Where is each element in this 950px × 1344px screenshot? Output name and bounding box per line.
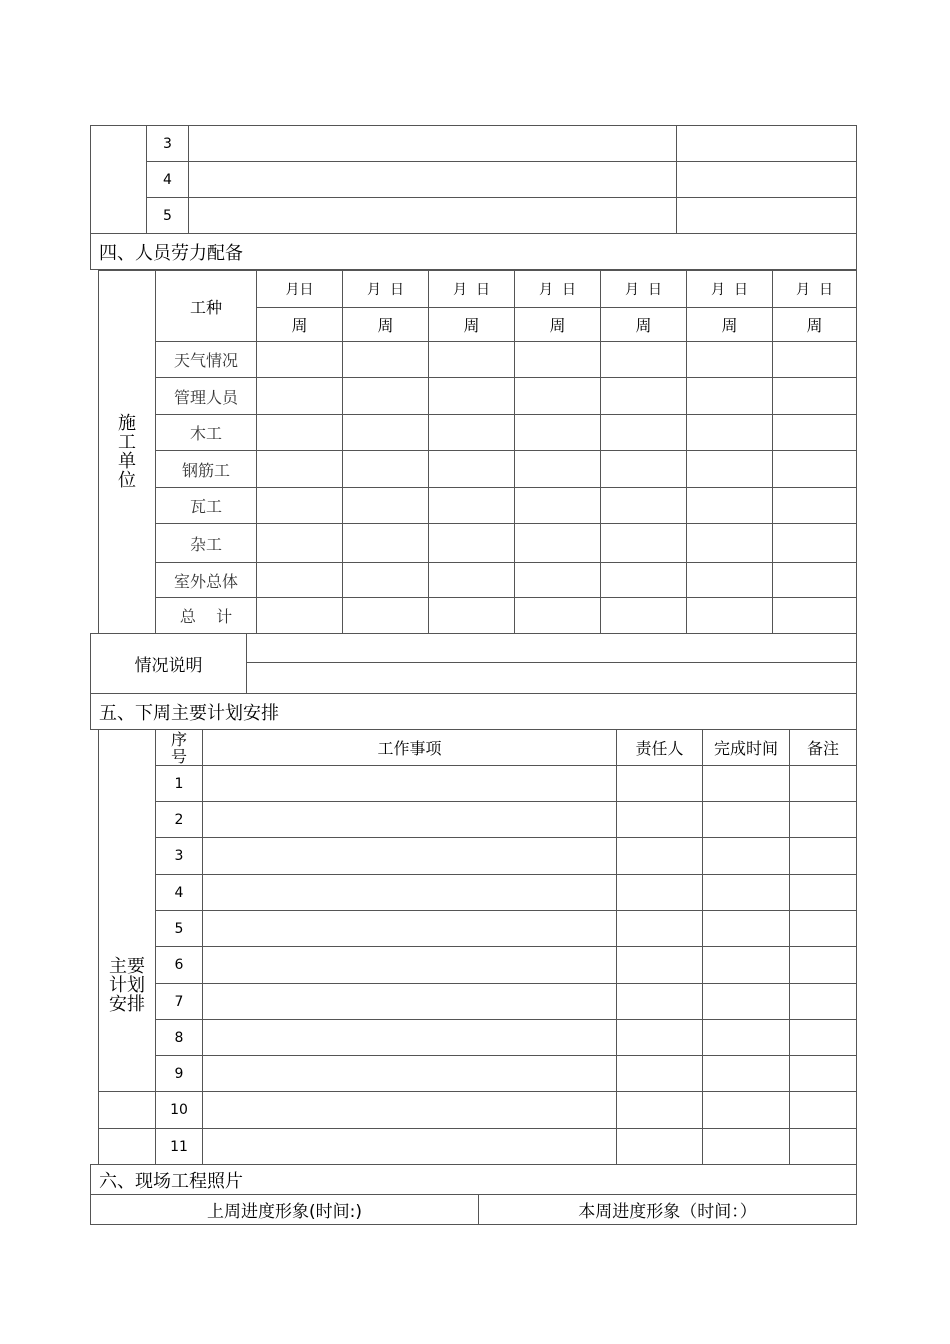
plan-task-cell[interactable] bbox=[203, 802, 617, 838]
cell[interactable] bbox=[257, 378, 343, 415]
week-header: 周 bbox=[601, 308, 687, 342]
cell[interactable] bbox=[601, 378, 687, 415]
cell[interactable] bbox=[773, 598, 857, 634]
work-type-header: 工种 bbox=[156, 271, 257, 342]
cell[interactable] bbox=[429, 451, 515, 488]
plan-row-number: 11 bbox=[156, 1129, 203, 1165]
cell[interactable] bbox=[257, 563, 343, 598]
row-label-rebar: 钢筋工 bbox=[156, 451, 257, 488]
plan-owner-cell[interactable] bbox=[617, 947, 703, 984]
date-header: 月日 bbox=[257, 271, 343, 308]
plan-row-number: 2 bbox=[156, 802, 203, 838]
plan-task-cell[interactable] bbox=[203, 1020, 617, 1056]
plan-remark-cell[interactable] bbox=[790, 838, 857, 875]
plan-remark-cell[interactable] bbox=[790, 766, 857, 802]
plan-side-blank bbox=[99, 1092, 156, 1129]
plan-task-cell[interactable] bbox=[203, 1056, 617, 1092]
cell[interactable] bbox=[515, 563, 601, 598]
row-label-total: 总 计 bbox=[156, 598, 257, 634]
cell[interactable] bbox=[773, 378, 857, 415]
plan-owner-cell[interactable] bbox=[617, 802, 703, 838]
cell[interactable] bbox=[515, 378, 601, 415]
unit-label-char: 施 bbox=[118, 413, 136, 434]
cell[interactable] bbox=[515, 598, 601, 634]
cell[interactable] bbox=[687, 415, 773, 451]
cell[interactable] bbox=[343, 598, 429, 634]
plan-remark-cell[interactable] bbox=[790, 1020, 857, 1056]
top-row-content[interactable] bbox=[189, 198, 677, 234]
plan-remark-cell[interactable] bbox=[790, 1092, 857, 1129]
date-header: 月 日 bbox=[343, 271, 429, 308]
cell[interactable] bbox=[257, 415, 343, 451]
plan-task-cell[interactable] bbox=[203, 766, 617, 802]
week-header: 周 bbox=[515, 308, 601, 342]
date-header: 月 日 bbox=[515, 271, 601, 308]
cell[interactable] bbox=[429, 342, 515, 378]
cell[interactable] bbox=[687, 563, 773, 598]
plan-task-cell[interactable] bbox=[203, 911, 617, 947]
task-header: 工作事项 bbox=[203, 730, 617, 766]
plan-owner-cell[interactable] bbox=[617, 911, 703, 947]
top-row-number: 3 bbox=[147, 126, 189, 162]
plan-deadline-cell[interactable] bbox=[703, 838, 790, 875]
plan-deadline-cell[interactable] bbox=[703, 766, 790, 802]
plan-label-line: 主要 bbox=[109, 956, 145, 977]
plan-task-cell[interactable] bbox=[203, 838, 617, 875]
cell[interactable] bbox=[601, 451, 687, 488]
cell[interactable] bbox=[687, 598, 773, 634]
plan-row-number: 5 bbox=[156, 911, 203, 947]
top-row-content[interactable] bbox=[189, 126, 677, 162]
top-row-number: 4 bbox=[147, 162, 189, 198]
manpower-table bbox=[98, 270, 857, 634]
cell[interactable] bbox=[429, 378, 515, 415]
plan-label-line: 计划 bbox=[109, 975, 145, 996]
cell[interactable] bbox=[687, 524, 773, 563]
cell[interactable] bbox=[429, 598, 515, 634]
cell[interactable] bbox=[515, 342, 601, 378]
week-header: 周 bbox=[773, 308, 857, 342]
plan-deadline-cell[interactable] bbox=[703, 947, 790, 984]
cell[interactable] bbox=[343, 451, 429, 488]
cell[interactable] bbox=[515, 488, 601, 524]
date-header: 月 日 bbox=[773, 271, 857, 308]
cell[interactable] bbox=[773, 451, 857, 488]
unit-label-char: 单 bbox=[118, 451, 136, 472]
row-label-managers: 管理人员 bbox=[156, 378, 257, 415]
cell[interactable] bbox=[601, 524, 687, 563]
section5-title: 五、下周主要计划安排 bbox=[91, 694, 857, 730]
plan-owner-cell[interactable] bbox=[617, 1020, 703, 1056]
plan-remark-cell[interactable] bbox=[790, 1056, 857, 1092]
construction-unit-label bbox=[99, 271, 156, 634]
cell[interactable] bbox=[429, 488, 515, 524]
last-week-progress-label: 上周进度形象(时间:) bbox=[91, 1195, 479, 1225]
row-label-exterior: 室外总体 bbox=[156, 563, 257, 598]
cell[interactable] bbox=[257, 598, 343, 634]
week-header: 周 bbox=[343, 308, 429, 342]
plan-deadline-cell[interactable] bbox=[703, 875, 790, 911]
plan-row-number: 6 bbox=[156, 947, 203, 984]
plan-deadline-cell[interactable] bbox=[703, 802, 790, 838]
cell[interactable] bbox=[515, 415, 601, 451]
plan-row-number: 8 bbox=[156, 1020, 203, 1056]
cell[interactable] bbox=[429, 524, 515, 563]
cell[interactable] bbox=[687, 488, 773, 524]
plan-remark-cell[interactable] bbox=[790, 875, 857, 911]
cell[interactable] bbox=[343, 488, 429, 524]
plan-table bbox=[98, 729, 857, 1165]
cell[interactable] bbox=[343, 524, 429, 563]
cell[interactable] bbox=[257, 342, 343, 378]
row-label-mason: 瓦工 bbox=[156, 488, 257, 524]
plan-owner-cell[interactable] bbox=[617, 1092, 703, 1129]
cell[interactable] bbox=[773, 415, 857, 451]
owner-header: 责任人 bbox=[617, 730, 703, 766]
cell[interactable] bbox=[343, 342, 429, 378]
plan-remark-cell[interactable] bbox=[790, 911, 857, 947]
plan-deadline-cell[interactable] bbox=[703, 984, 790, 1020]
date-header: 月 日 bbox=[601, 271, 687, 308]
plan-task-cell[interactable] bbox=[203, 947, 617, 984]
top-row-extra[interactable] bbox=[677, 126, 857, 162]
cell[interactable] bbox=[773, 563, 857, 598]
cell[interactable] bbox=[687, 342, 773, 378]
cell[interactable] bbox=[601, 488, 687, 524]
cell[interactable] bbox=[515, 451, 601, 488]
top-row-extra[interactable] bbox=[677, 198, 857, 234]
seq-header-char: 序 bbox=[170, 729, 187, 749]
section6-title: 六、现场工程照片 bbox=[91, 1165, 857, 1195]
plan-row-number: 10 bbox=[156, 1092, 203, 1129]
plan-owner-cell[interactable] bbox=[617, 1129, 703, 1165]
cell[interactable] bbox=[343, 378, 429, 415]
week-header: 周 bbox=[687, 308, 773, 342]
plan-row-number: 1 bbox=[156, 766, 203, 802]
week-header: 周 bbox=[429, 308, 515, 342]
top-rows-table bbox=[90, 125, 857, 270]
plan-owner-cell[interactable] bbox=[617, 984, 703, 1020]
plan-remark-cell[interactable] bbox=[790, 802, 857, 838]
cell[interactable] bbox=[343, 563, 429, 598]
plan-deadline-cell[interactable] bbox=[703, 1129, 790, 1165]
cell[interactable] bbox=[601, 415, 687, 451]
remark-header: 备注 bbox=[790, 730, 857, 766]
plan-owner-cell[interactable] bbox=[617, 1056, 703, 1092]
section4-title: 四、人员劳力配备 bbox=[91, 234, 857, 270]
top-row-extra[interactable] bbox=[677, 162, 857, 198]
date-header: 月 日 bbox=[429, 271, 515, 308]
plan-row-number: 4 bbox=[156, 875, 203, 911]
cell[interactable] bbox=[601, 598, 687, 634]
cell[interactable] bbox=[343, 415, 429, 451]
plan-owner-cell[interactable] bbox=[617, 766, 703, 802]
row-label-laborer: 杂工 bbox=[156, 524, 257, 563]
unit-label-char: 位 bbox=[118, 470, 136, 491]
cell[interactable] bbox=[687, 378, 773, 415]
cell[interactable] bbox=[429, 563, 515, 598]
cell[interactable] bbox=[687, 451, 773, 488]
week-header: 周 bbox=[257, 308, 343, 342]
seq-header bbox=[156, 730, 203, 766]
situation-label: 情况说明 bbox=[91, 634, 247, 694]
plan-deadline-cell[interactable] bbox=[703, 911, 790, 947]
cell[interactable] bbox=[257, 488, 343, 524]
cell[interactable] bbox=[257, 451, 343, 488]
situation-line[interactable] bbox=[247, 634, 857, 663]
deadline-header: 完成时间 bbox=[703, 730, 790, 766]
plan-deadline-cell[interactable] bbox=[703, 1056, 790, 1092]
plan-remark-cell[interactable] bbox=[790, 947, 857, 984]
cell[interactable] bbox=[773, 488, 857, 524]
plan-owner-cell[interactable] bbox=[617, 875, 703, 911]
plan-task-cell[interactable] bbox=[203, 1092, 617, 1129]
row-label-carpenter: 木工 bbox=[156, 415, 257, 451]
plan-owner-cell[interactable] bbox=[617, 838, 703, 875]
plan-remark-cell[interactable] bbox=[790, 1129, 857, 1165]
plan-remark-cell[interactable] bbox=[790, 984, 857, 1020]
situation-line[interactable] bbox=[247, 663, 857, 694]
cell[interactable] bbox=[773, 342, 857, 378]
cell[interactable] bbox=[601, 563, 687, 598]
cell[interactable] bbox=[773, 524, 857, 563]
cell[interactable] bbox=[429, 415, 515, 451]
plan-row-number: 7 bbox=[156, 984, 203, 1020]
top-row-content[interactable] bbox=[189, 162, 677, 198]
unit-label-char: 工 bbox=[118, 432, 136, 453]
plan-row-number: 3 bbox=[156, 838, 203, 875]
cell[interactable] bbox=[601, 342, 687, 378]
plan-task-cell[interactable] bbox=[203, 875, 617, 911]
seq-header-char: 号 bbox=[170, 746, 187, 766]
row-label-weather: 天气情况 bbox=[156, 342, 257, 378]
date-header: 月 日 bbox=[687, 271, 773, 308]
plan-side-label bbox=[99, 730, 156, 1092]
situation-table bbox=[90, 633, 857, 730]
top-left-blank bbox=[91, 126, 147, 234]
plan-side-blank bbox=[99, 1129, 156, 1165]
this-week-progress-label: 本周进度形象（时间：） bbox=[479, 1195, 857, 1225]
plan-deadline-cell[interactable] bbox=[703, 1092, 790, 1129]
plan-row-number: 9 bbox=[156, 1056, 203, 1092]
cell[interactable] bbox=[515, 524, 601, 563]
top-row-number: 5 bbox=[147, 198, 189, 234]
cell[interactable] bbox=[257, 524, 343, 563]
plan-task-cell[interactable] bbox=[203, 984, 617, 1020]
plan-task-cell[interactable] bbox=[203, 1129, 617, 1165]
plan-deadline-cell[interactable] bbox=[703, 1020, 790, 1056]
photos-table bbox=[90, 1164, 857, 1225]
plan-label-line: 安排 bbox=[109, 994, 145, 1015]
